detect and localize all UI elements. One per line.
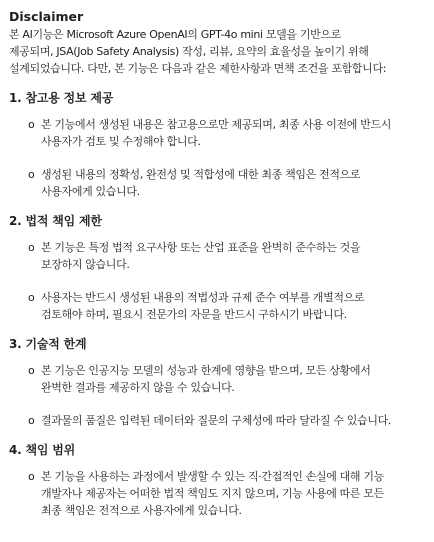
list-item-text: 생성된 내용의 정확성, 완전성 및 적합성에 대한 최종 책임은 전적으로 사용자에게 있습니다. <box>41 168 361 198</box>
section-responsibility-scope <box>9 441 426 519</box>
list-item-text: 본 기능을 사용하는 과정에서 발생할 수 있는 직·간접적인 손실에 대해 기능 개발자나 제공자는 어떠한 법적 책임도 지지 않으며, 기능 사용에 따른 모든 최종 책임은 전적으로 사용자에게 있습니다. <box>41 470 384 517</box>
bullet-icon: o <box>28 291 35 304</box>
list-item <box>9 362 426 396</box>
disclaimer-intro: 본 AI기능은 Microsoft Azure OpenAI의 GPT-4o mini 모델을 기반으로 제공되며, JSA(Job Safety Analysis) 작성, 리뷰, 요약의 효율성을 높이기 위해 설계되었습니다. 다만, 본 기능은 다음과 같은 제한사항과 면책 조건을 포함합니다: <box>9 28 387 75</box>
section-heading: 2. 법적 책임 제한 <box>9 214 102 228</box>
list-item-text: 본 기능에서 생성된 내용은 참고용으로만 제공되며, 최종 사용 이전에 반드시 사용자가 검토 및 수정해야 합니다. <box>41 118 392 148</box>
bullet-icon: o <box>28 364 35 377</box>
list-item-text: 본 기능은 특정 법적 요구사항 또는 산업 표준을 완벽히 준수하는 것을 보장하지 않습니다. <box>41 241 361 271</box>
section-item-list <box>9 116 426 200</box>
list-item <box>9 239 426 273</box>
list-item <box>9 166 426 200</box>
section-reference-info <box>9 89 426 200</box>
section-heading: 4. 책임 범위 <box>9 443 76 457</box>
section-technical-limits <box>9 335 426 429</box>
bullet-icon: o <box>28 118 35 131</box>
list-item-text: 사용자는 반드시 생성된 내용의 적법성과 규제 준수 여부를 개별적으로 검토해야 하며, 필요시 전문가의 자문을 반드시 구하시기 바랍니다. <box>41 291 365 321</box>
section-legal-liability <box>9 212 426 323</box>
section-heading: 1. 참고용 정보 제공 <box>9 91 114 105</box>
section-item-list <box>9 239 426 323</box>
list-item <box>9 116 426 150</box>
list-item-text: 본 기능은 인공지능 모델의 성능과 한계에 영향을 받으며, 모든 상황에서 완벽한 결과를 제공하지 않을 수 있습니다. <box>41 364 371 394</box>
section-heading: 3. 기술적 한계 <box>9 337 87 351</box>
bullet-icon: o <box>28 414 35 427</box>
list-item <box>9 412 426 429</box>
bullet-icon: o <box>28 241 35 254</box>
list-item <box>9 289 426 323</box>
disclaimer-title: Disclaimer <box>9 9 84 24</box>
list-item-text: 결과물의 품질은 입력된 데이터와 질문의 구체성에 따라 달라질 수 있습니다. <box>41 414 392 427</box>
section-item-list <box>9 362 426 429</box>
bullet-icon: o <box>28 168 35 181</box>
section-item-list <box>9 468 426 519</box>
list-item <box>9 468 426 519</box>
bullet-icon: o <box>28 470 35 483</box>
